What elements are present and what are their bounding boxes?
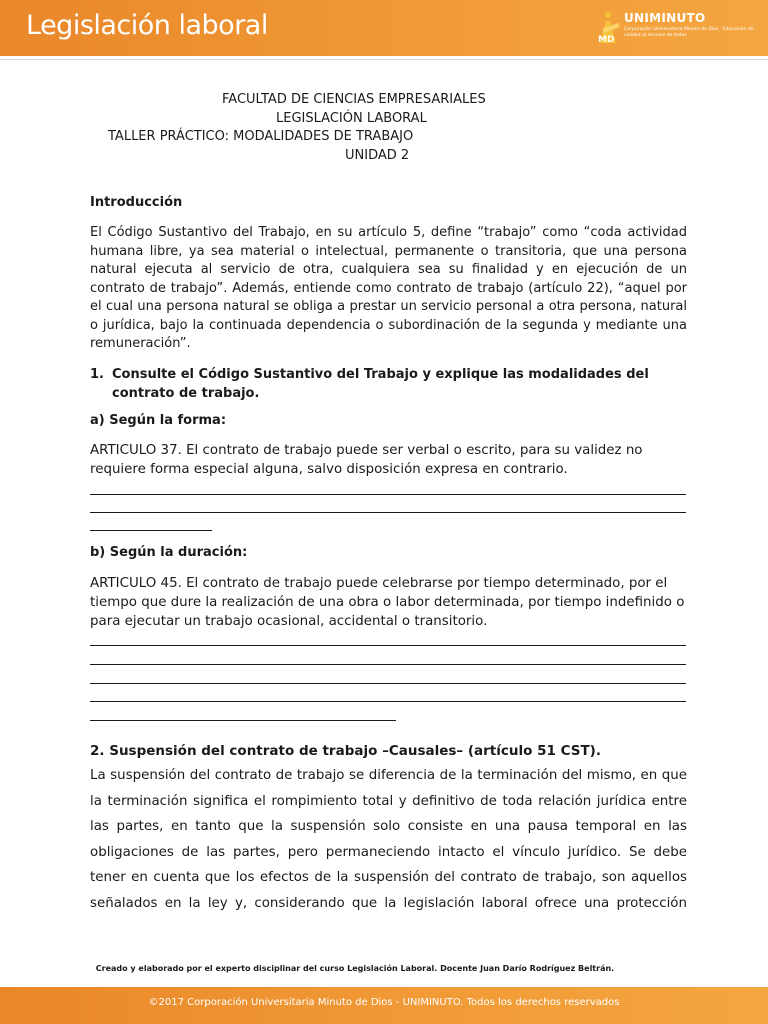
question-2-paragraph: La suspensión del contrato de trabajo se diferencia de la terminación del mismo, en que la terminación significa el rompimiento total y definitivo de toda relación jurídica entre las partes, en tanto que la suspensión solo consiste en una pausa temporal en las obligaciones de las partes, pero permaneciendo intacto el vínculo jurídico. Se debe tener en cuenta que los efectos de la suspensión del contrato de trabajo, son aquellos señalados en la ley y, considerando que la legislación laboral ofrece una protección	[90, 768, 687, 911]
copyright-text: ©2017 Corporación Universitaria Minuto de Dios - UNIMINUTO. Todos los derechos reservados	[148, 997, 620, 1008]
answer-line	[90, 494, 686, 495]
uniminuto-logo-icon	[596, 9, 626, 45]
footer-banner	[0, 987, 768, 1024]
question-2-title: 2. Suspensión del contrato de trabajo –Causales– (artículo 51 CST).	[90, 743, 601, 759]
article-45-text: ARTICULO 45. El contrato de trabajo puede celebrarse por tiempo determinado, por el tiempo que dure la realización de una obra o labor determinada, por tiempo indefinido o para ejecutar un trabajo ocasional, accidental o transitorio.	[90, 576, 685, 629]
section-b-title: b) Según la duración:	[90, 545, 248, 560]
course-heading: LEGISLACIÓN LABORAL	[276, 111, 427, 126]
question-1-text: Consulte el Código Sustantivo del Trabajo y explique las modalidades del contrato de trabajo.	[112, 367, 649, 401]
faculty-heading: FACULTAD DE CIENCIAS EMPRESARIALES	[222, 92, 486, 107]
header-divider	[0, 59, 768, 60]
workshop-heading: TALLER PRÁCTICO: MODALIDADES DE TRABAJO	[108, 129, 414, 144]
answer-line	[90, 720, 396, 721]
unit-heading: UNIDAD 2	[345, 148, 410, 163]
author-credit: Creado y elaborado por el experto disciplinar del curso Legislación Laboral. Docente Juan Darío Rodríguez Beltrán.	[95, 964, 615, 973]
intro-title: Introducción	[90, 195, 183, 210]
logo-name: UNIMINUTO	[624, 11, 706, 25]
question-1-number: 1.	[90, 367, 104, 382]
answer-line	[90, 683, 686, 684]
banner-title: Legislación laboral	[26, 10, 268, 41]
answer-line	[90, 530, 212, 531]
svg-text:MD: MD	[598, 35, 615, 45]
header-banner	[0, 0, 768, 56]
answer-line	[90, 512, 686, 513]
section-a-title: a) Según la forma:	[90, 413, 227, 428]
uniminuto-logo	[596, 9, 756, 49]
logo-subtitle: Corporación Universitaria Minuto de Dios · Educación de calidad al alcance de todos	[624, 27, 754, 38]
answer-line	[90, 645, 686, 646]
intro-paragraph: El Código Sustantivo del Trabajo, en su artículo 5, define “trabajo” como “coda actividad humana libre, ya sea material o intelectual, permanente o transitoria, que una persona natural ejecuta al servicio de otra, cualquiera sea su finalidad y en ejecución de un contrato de trabajo”. Además, entiende como contrato de trabajo (artículo 22), “aquel por el cual una persona natural se obliga a prestar un servicio personal a otra persona, natural o jurídica, bajo la continuada dependencia o subordinación de la segunda y mediante una remuneración”.	[90, 225, 687, 351]
answer-line	[90, 701, 686, 702]
question-1	[90, 365, 687, 403]
article-37-text: ARTICULO 37. El contrato de trabajo puede ser verbal o escrito, para su validez no requiere forma especial alguna, salvo disposición expresa en contrario.	[90, 443, 643, 477]
answer-line	[90, 664, 686, 665]
